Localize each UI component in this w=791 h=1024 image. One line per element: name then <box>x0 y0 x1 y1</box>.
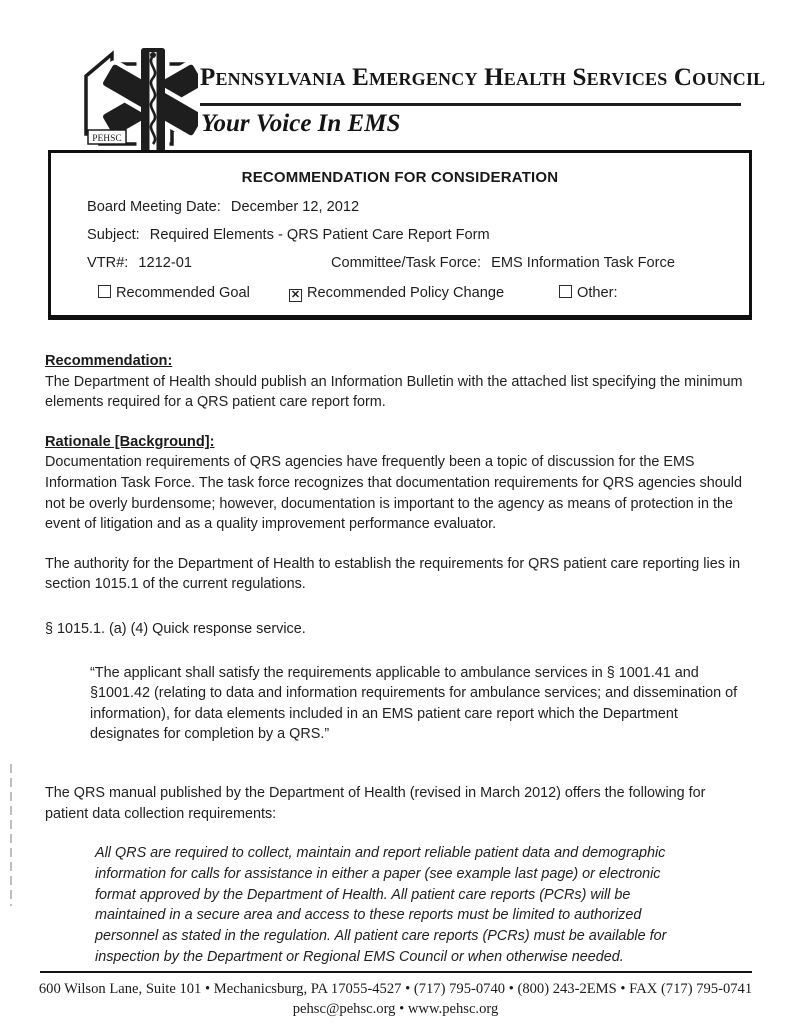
checkbox-icon[interactable] <box>559 285 572 298</box>
checkbox-label: Other: <box>577 285 618 301</box>
recommendation-paragraph: The Department of Health should publish an Information Bulletin with the attached list specifying the minimum elements required for a QRS patient care report form. <box>45 373 743 411</box>
organization-name: Pennsylvania Emergency Health Services Council <box>200 64 766 91</box>
header-divider <box>200 103 741 106</box>
manual-intro-paragraph: The QRS manual published by the Department of Health (revised in March 2012) offers the following for patient data collection requirements: <box>45 784 706 822</box>
footer-divider <box>40 971 752 973</box>
vtr-label: VTR#: <box>87 255 129 271</box>
regulation-quote: “The applicant shall satisfy the requirements applicable to ambulance services in § 1001.41 and §1001.42 (relating to data and information requirements for ambulance services; and dissemination of information), for data elements included in an EMS patient care report which the Department designates for completion by a QRS.” <box>90 664 738 743</box>
subject-label: Subject: <box>87 227 140 243</box>
subject-row <box>87 227 490 243</box>
checkbox-icon[interactable] <box>98 285 111 298</box>
checkbox-other[interactable] <box>559 285 618 301</box>
pehsc-logo <box>72 42 198 160</box>
regulation-citation: § 1015.1. (a) (4) Quick response service. <box>45 620 306 637</box>
tagline: Your Voice In EMS <box>201 110 401 137</box>
checkbox-label: Recommended Policy Change <box>307 285 505 301</box>
document-body <box>45 351 750 968</box>
board-meeting-date-row <box>87 199 359 215</box>
committee-value: EMS Information Task Force <box>491 255 675 271</box>
checkbox-recommended-goal[interactable] <box>98 285 250 301</box>
footer-address: 600 Wilson Lane, Suite 101 • Mechanicsburg, PA 17055-4527 • (717) 795-0740 • (800) 243-2EMS • FAX (717) 795-0741 <box>38 981 753 997</box>
recommendation-heading: Recommendation: <box>45 353 173 369</box>
footer-contact: pehsc@pehsc.org • www.pehsc.org <box>292 1001 499 1017</box>
checkbox-recommended-policy-change[interactable] <box>289 285 504 302</box>
rationale-heading: Rationale [Background]: <box>45 433 215 450</box>
checkbox-checked-icon[interactable]: ✕ <box>290 289 301 301</box>
checkbox-label: Recommended Goal <box>116 285 250 301</box>
manual-quote: All QRS are required to collect, maintain and report reliable patient data and demographic information for calls for assistance in either a paper (see example last page) or electronic format approved by the Department of Health. All patient care reports (PCRs) will be maintained in a secure area and access to these reports must be limited to authorized personnel as stated in the regulation. All patient care reports (PCRs) must be available for inspection by the Department or Regional EMS Council or when otherwise needed. <box>95 845 667 966</box>
rationale-paragraph: Documentation requirements of QRS agencies have frequently been a topic of discussion for the EMS Information Task Force. The task force recognizes that documentation requirements for QRS agencies should not be overly burdensome; however, documentation is important to the agency as means of protection in the event of litigation and as a quality improvement performance evaluator. <box>45 454 742 533</box>
scan-artifact-line <box>10 764 12 906</box>
vtr-row <box>87 255 192 271</box>
subject-value: Required Elements - QRS Patient Care Report Form <box>149 227 490 243</box>
vtr-value: 1212-01 <box>138 255 192 271</box>
committee-label: Committee/Task Force: <box>331 255 482 271</box>
committee-row <box>331 255 675 271</box>
keystone-star-of-life-icon <box>72 42 198 160</box>
logo-label-text: PEHSC <box>92 134 122 144</box>
authority-paragraph: The authority for the Department of Health to establish the requirements for QRS patient care reporting lies in section 1015.1 of the current regulations. <box>45 555 741 593</box>
form-title: RECOMMENDATION FOR CONSIDERATION <box>241 169 559 186</box>
checkbox-row <box>51 285 749 305</box>
recommendation-form-box <box>48 150 752 320</box>
board-meeting-date-label: Board Meeting Date: <box>87 199 221 215</box>
board-meeting-date-value: December 12, 2012 <box>230 199 360 215</box>
